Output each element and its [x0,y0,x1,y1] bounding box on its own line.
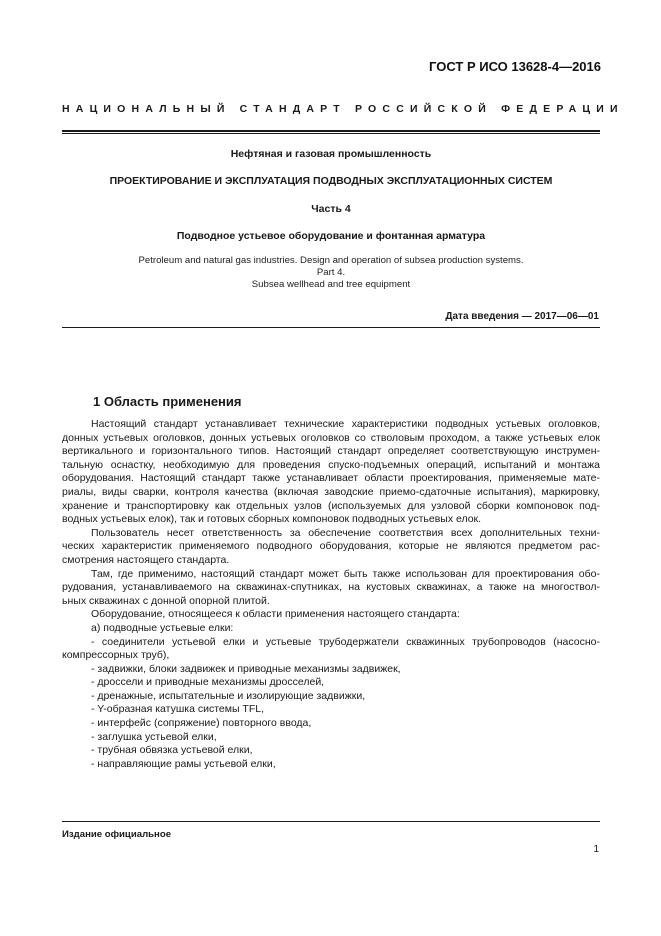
text-line: смотрения настоящего стандарта. [62,553,230,566]
text-line: риалы, виды сварки, контроля качества (включая заводские приемо-сдаточные испытания), маркировку, [62,485,600,498]
text-line: рудования, устанавливаемого на скважинах-спутниках, на кустовых скважинах, а также на многоствол- [62,581,600,594]
text-line: Оборудование, относящееся к области применения настоящего стандарта: [91,608,460,621]
list-item: - направляющие рамы устьевой елки, [91,757,276,770]
list-item: - соединители устьевой елки и устьевые трубодержатели скважинных трубопроводов (насосно- [91,635,600,648]
text-line: Пользователь несет ответственность за обеспечение соответствия всех дополнительных техни- [91,526,600,539]
industry-title: Нефтяная и газовая промышленность [230,148,432,160]
section-body [62,418,600,771]
text-line: ческих характеристик применяемого подводного оборудования, которые не являются предметом рас- [62,540,600,553]
text-line: вертикального и горизонтального типов. Настоящий стандарт определяет соответствующую инструмен- [62,445,600,458]
text-line: тальную оснастку, необходимую для проведения спуско-подъемных операций, испытаний и монтажа [62,458,600,471]
standard-designation: ГОСТ Р ИСО 13628-4—2016 [429,59,601,74]
list-item: а) подводные устьевые елки: [91,621,234,634]
english-title-line: Part 4. [316,267,346,278]
text-line: водных устьевых елок), так и готовых сборных компоновок подводных устьевых елок. [62,513,482,526]
page-number: 1 [593,844,599,855]
subtitle: Подводное устьевое оборудование и фонтанная арматура [176,230,486,242]
list-item: - задвижки, блоки задвижек и приводные механизмы задвижек, [91,662,401,675]
part-title: Часть 4 [311,203,351,215]
text-line: Настоящий стандарт устанавливает технические характеристики подводных устьевых оголовков, [91,418,600,430]
footer-rule [62,821,600,822]
date-rule [62,327,600,328]
header-rule-thin [62,133,600,134]
list-item: - трубная обвязка устьевой елки, [91,744,253,757]
text-line: Там, где применимо, настоящий стандарт может быть также использован для проектирования обо- [91,567,600,580]
text-line: компрессорных труб), [62,649,170,662]
text-line: хранение и транспортировку как отдельных узлов (используемых для узловой сборки компоновок под- [62,499,600,512]
header-rule-thick [62,130,600,132]
english-title-line: Petroleum and natural gas industries. Design and operation of subsea production systems. [138,255,524,266]
national-standard-banner: НАЦИОНАЛЬНЫЙ СТАНДАРТ РОССИЙСКОЙ ФЕДЕРАЦИИ [62,103,624,115]
text-line: ьных скважинах с донной опорной плитой. [62,594,270,607]
list-item: - Y-образная катушка системы TFL, [91,703,265,716]
text-line: оборудования. Настоящий стандарт также устанавливает области проектирования, применяемые мате- [62,472,600,485]
list-item: - дроссели и приводные механизмы дросселей, [91,676,325,689]
introduction-date: Дата введения — 2017—06—01 [445,311,599,322]
list-item: - интерфейс (сопряжение) повторного ввода, [91,717,312,730]
list-item: - заглушка устьевой елки, [91,730,217,743]
english-title-line: Subsea wellhead and tree equipment [251,279,411,290]
list-item: - дренажные, испытательные и изолирующие задвижки, [91,689,366,702]
edition-label: Издание официальное [62,829,172,840]
section-heading: 1 Область применения [93,394,242,409]
text-line: донных устьевых оголовков, донных устьевых оголовков со стволовым проходом, а также устьевых елок [62,431,600,444]
main-title: ПРОЕКТИРОВАНИЕ И ЭКСПЛУАТАЦИЯ ПОДВОДНЫХ ЭКСПЛУАТАЦИОННЫХ СИСТЕМ [109,175,553,187]
